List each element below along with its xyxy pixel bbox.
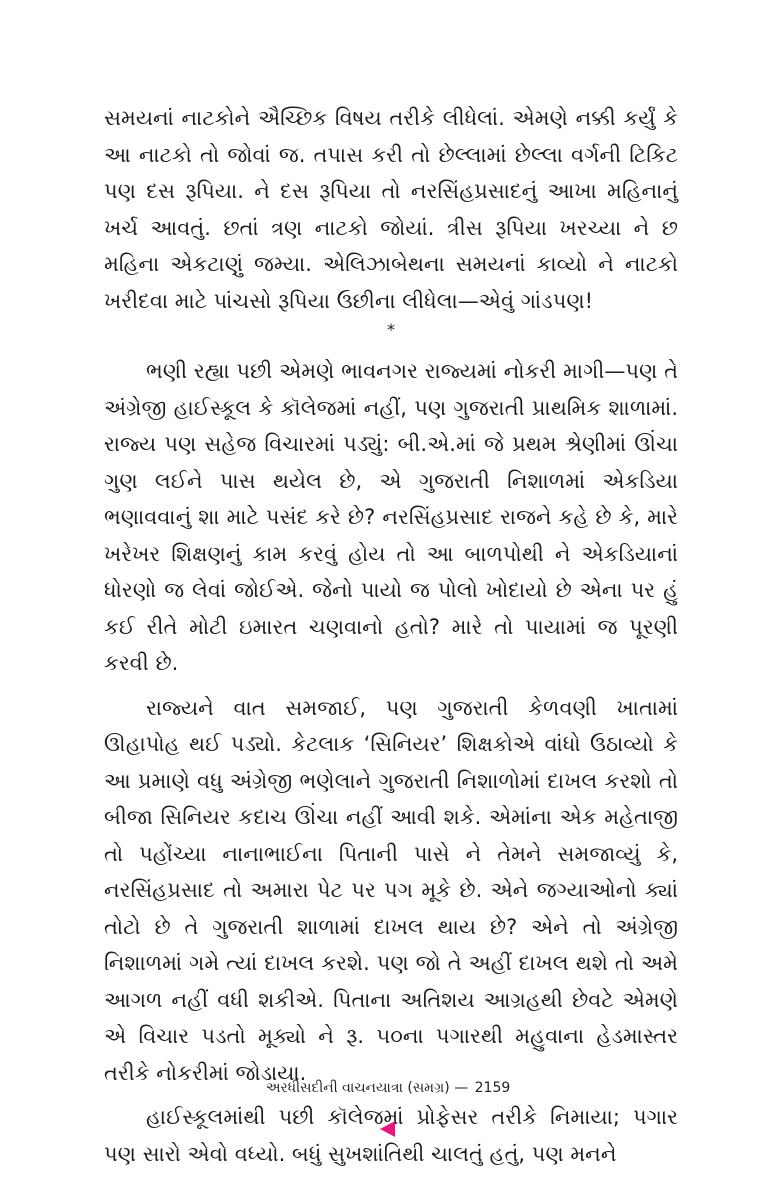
paragraph-4: હાઈસ્કૂલમાંથી પછી કૉલેજમાં પ્રોફેસર તરીકે નિમાયા; પગાર પણ સારો એવો વધ્યો. બધું સુખશાંતિથી ચાલતું હતું, પણ મનને [104, 1105, 678, 1166]
paragraph-2: ભણી રહ્યા પછી એમણે ભાવનગર રાજ્યમાં નોકરી માગી—પણ તે અંગ્રેજી હાઈસ્કૂલ કે કૉલેજમાં નહીં, પણ ગુજરાતી પ્રાથમિક શાળામાં. રાજ્ય પણ સહેજ વિચારમાં પડ્યું: બી.એ.માં જે પ્રથમ શ્રેણીમાં ઊંચા ગુણ લઈને પાસ થયેલ છે, એ ગુજરાતી નિશાળમાં એકડિયા ભણાવવાનું શા માટે પસંદ કરે છે? નરસિંહપ્રસાદ રાજને કહે છે કે, મારે ખરેખર શિક્ષણનું કામ કરવું હોય તો આ બાળપોથી ને એકડિયાનાં ધોરણો જ લેવાં જોઈએ. જેનો પાયો જ પોલો ખોદાયો છે એના પર હું કઈ રીતે મોટી ઇમારત ચણવાનો હતો? મારે તો પાયામાં જ પૂરણી કરવી છે. [104, 359, 678, 675]
section-separator: * [387, 320, 395, 339]
page-footer [0, 1080, 776, 1096]
paragraph-1: સમયનાં નાટકોને ઐચ્છિક વિષય તરીકે લીધેલાં. એમણે નક્કી કર્યું કે આ નાટકો તો જોવાં જ. તપાસ કરી તો છેલ્લામાં છેલ્લા વર્ગની ટિકિટ પણ દસ રૂપિયા. ને દસ રૂપિયા તો નરસિંહપ્રસાદનું આખા મહિનાનું ખર્ચ આવતું. છતાં ત્રણ નાટકો જોયાં. ત્રીસ રૂપિયા ખરચ્યા ને છ મહિના એકટાણું જમ્યા. એલિઝાબેથના સમયનાં કાવ્યો ને નાટકો ખરીદવા માટે પાંચસો રૂપિયા ઉછીના લીધેલા—એવું ગાંડપણ! [104, 106, 678, 313]
footer-dash: — [454, 1080, 469, 1096]
paragraph-3: રાજ્યને વાત સમજાઈ, પણ ગુજરાતી કેળવણી ખાતામાં ઊહાપોહ થઈ પડ્યો. કેટલાક ‘સિનિયર’ શિક્ષકોએ વાંધો ઉઠાવ્યો કે આ પ્રમાણે વધુ અંગ્રેજી ભણેલાને ગુજરાતી નિશાળોમાં દાખલ કરશો તો બીજા સિનિયર કદાચ ઊંચા નહીં આવી શકે. એમાંના એક મહેતાજી તો પહોંચ્યા નાનાભાઈના પિતાની પાસે ને તેમને સમજાવ્યું કે, નરસિંહપ્રસાદ તો અમારા પેટ પર પગ મૂકે છે. એને જગ્યાઓનો ક્યાં તોટો છે તે ગુજરાતી શાળામાં દાખલ થાય છે? એને તો અંગ્રેજી નિશાળમાં ગમે ત્યાં દાખલ કરશે. પણ જો તે અહીં દાખલ થશે તો અમે આગળ નહીં વધી શકીએ. પિતાના અતિશય આગ્રહથી છેવટે એમણે એ વિચાર પડતો મૂક્યો ને રૂ. ૫૦ના પગારથી મહુવાના હેડમાસ્તર તરીકે નોકરીમાં જોડાયા. [104, 695, 678, 1085]
body-text [104, 100, 678, 1172]
footer-page-number: 2159 [474, 1080, 511, 1096]
previous-page-arrow-icon[interactable] [380, 1121, 395, 1137]
footer-book-title: અરધીસદીની વાચનયાત્રા (સમગ્ર) [265, 1080, 450, 1096]
